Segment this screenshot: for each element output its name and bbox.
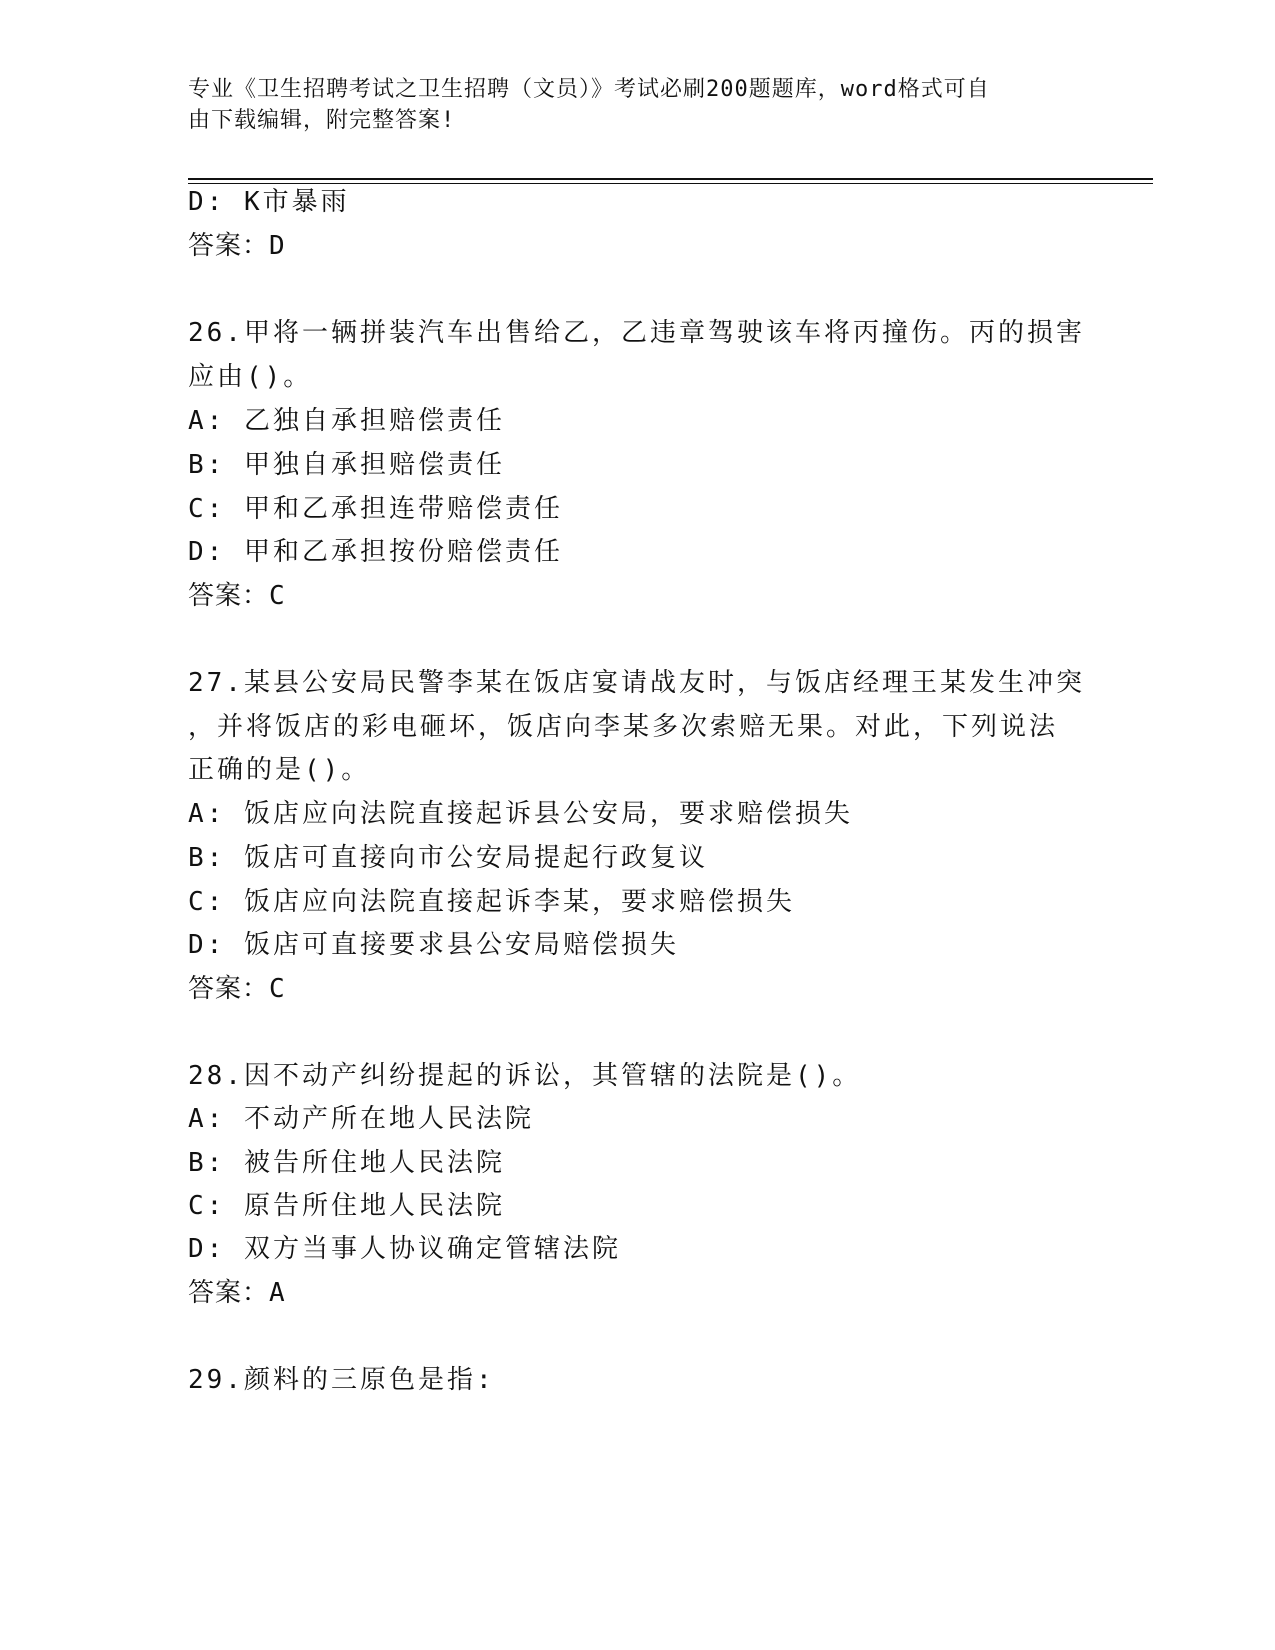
header-divider-thick	[188, 178, 1153, 180]
q27-answer	[188, 973, 285, 1005]
q26-answer-label: 答案：	[188, 581, 270, 611]
q28-answer	[188, 1277, 285, 1309]
q26-option-d: D: 甲和乙承担按份赔偿责任	[188, 537, 563, 567]
document-header	[188, 74, 1068, 136]
q25-option-d: D: K市暴雨	[188, 187, 350, 217]
q29-stem-line-1: 29.颜料的三原色是指:	[188, 1365, 495, 1395]
q25-answer	[188, 230, 285, 262]
q28-stem-line-1: 28.因不动产纠纷提起的诉讼，其管辖的法院是()。	[188, 1061, 862, 1091]
q27-option-b: B: 饭店可直接向市公安局提起行政复议	[188, 843, 708, 873]
q26-stem-line-2: 应由()。	[188, 362, 313, 392]
q28-option-a: A: 不动产所在地人民法院	[188, 1104, 534, 1134]
q27-stem-line-2: ，并将饭店的彩电砸坏，饭店向李某多次索赔无果。对此，下列说法	[188, 712, 1059, 742]
q27-answer-value: C	[269, 974, 285, 1004]
q27-stem-line-1: 27.某县公安局民警李某在饭店宴请战友时，与饭店经理王某发生冲突	[188, 668, 1085, 698]
header-title-line-2: 由下载编辑，附完整答案!	[188, 108, 456, 133]
q25-answer-value: D	[269, 231, 285, 261]
header-title-line-1: 专业《卫生招聘考试之卫生招聘（文员）》考试必刷200题题库，word格式可自	[188, 77, 990, 102]
q28-answer-label: 答案：	[188, 1278, 270, 1308]
q26-stem-line-1: 26.甲将一辆拼装汽车出售给乙，乙违章驾驶该车将丙撞伤。丙的损害	[188, 318, 1085, 348]
q27-stem-line-3: 正确的是()。	[188, 755, 371, 785]
q26-answer-value: C	[269, 581, 285, 611]
q28-option-b: B: 被告所住地人民法院	[188, 1148, 505, 1178]
q27-option-d: D: 饭店可直接要求县公安局赔偿损失	[188, 930, 679, 960]
q26-option-c: C: 甲和乙承担连带赔偿责任	[188, 494, 563, 524]
q26-option-b: B: 甲独自承担赔偿责任	[188, 450, 505, 480]
q27-option-c: C: 饭店应向法院直接起诉李某，要求赔偿损失	[188, 887, 795, 917]
q28-answer-value: A	[269, 1278, 285, 1308]
q27-option-a: A: 饭店应向法院直接起诉县公安局，要求赔偿损失	[188, 799, 853, 829]
q26-option-a: A: 乙独自承担赔偿责任	[188, 406, 505, 436]
header-divider-thin	[188, 183, 1153, 184]
q26-answer	[188, 580, 285, 612]
q28-option-c: C: 原告所住地人民法院	[188, 1191, 505, 1221]
q25-answer-label: 答案：	[188, 231, 270, 261]
q28-option-d: D: 双方当事人协议确定管辖法院	[188, 1234, 621, 1264]
q27-answer-label: 答案：	[188, 974, 270, 1004]
